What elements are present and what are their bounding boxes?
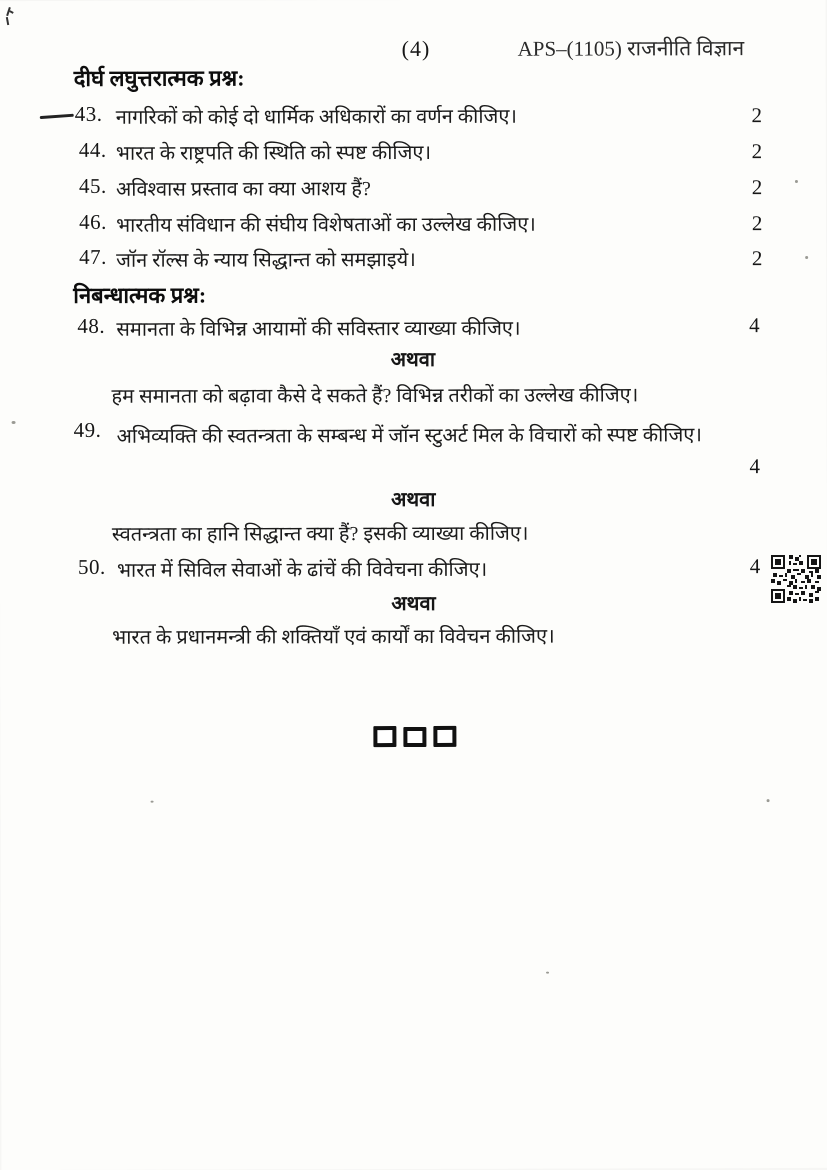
question-number: 49. <box>73 417 102 442</box>
question-text: भारतीय संविधान की संघीय विशेषताओं का उल्लेख कीजिए। <box>116 213 536 237</box>
section-heading-essay: निबन्धात्मक प्रश्न: <box>73 282 207 308</box>
question-number: 45. <box>78 173 107 198</box>
question-marks: 2 <box>751 103 763 128</box>
question-number: 47. <box>79 244 107 269</box>
scan-speck <box>151 801 154 803</box>
scan-speck <box>767 799 770 802</box>
question-text: समानता के विभिन्न आयामों की सविस्तार व्याख्या कीजिए। <box>116 317 521 341</box>
question-text: अभिव्यक्ति की स्वतन्त्रता के सम्बन्ध में जॉन स्टुअर्ट मिल के विचारों को स्पष्ट कीजिए। <box>116 424 702 448</box>
end-square-icon <box>403 727 426 747</box>
question-marks: 2 <box>751 139 763 164</box>
question-text: नागरिकों को कोई दो धार्मिक अधिकारों का वर्णन कीजिए। <box>115 105 518 129</box>
question-marks: 2 <box>751 211 763 236</box>
question-text: अविश्वास प्रस्ताव का क्या आशय हैं? <box>115 178 371 201</box>
or-separator: अथवा <box>391 592 436 616</box>
page-number: (4) <box>401 35 431 62</box>
alternative-question-text: भारत के प्रधानमन्त्री की शक्तियाँ एवं कार्यों का विवेचन कीजिए। <box>112 625 555 649</box>
question-text: भारत के राष्ट्रपति की स्थिति को स्पष्ट कीजिए। <box>115 141 432 165</box>
qr-code <box>769 551 823 607</box>
or-separator: अथवा <box>390 348 436 372</box>
stray-dash-mark <box>40 114 74 119</box>
question-number: 44. <box>78 137 107 162</box>
question-number: 50. <box>77 554 106 579</box>
scan-speck <box>795 180 798 183</box>
end-square-icon <box>433 726 456 747</box>
end-square-icon <box>373 726 396 747</box>
question-marks: 2 <box>751 175 763 200</box>
alternative-question-text: हम समानता को बढ़ावा कैसे दे सकते हैं? विभिन्न तरीकों का उल्लेख कीजिए। <box>111 384 639 408</box>
paper-code-subject: APS–(1105) राजनीति विज्ञान <box>517 36 745 61</box>
question-marks: 4 <box>749 313 760 338</box>
question-number: 43. <box>74 101 103 126</box>
question-marks: 4 <box>749 554 761 579</box>
question-number: 48. <box>77 313 106 338</box>
scan-speck <box>546 972 549 974</box>
scan-speck <box>12 421 16 424</box>
question-marks: 4 <box>749 454 760 479</box>
section-heading-long-short-answer: दीर्घ लघुत्तरात्मक प्रश्न: <box>73 65 245 91</box>
or-separator: अथवा <box>391 488 436 512</box>
question-marks: 2 <box>751 246 763 271</box>
end-of-paper-marks <box>373 726 456 747</box>
scan-speck <box>805 256 808 259</box>
alternative-question-text: स्वतन्त्रता का हानि सिद्धान्त क्या हैं? इसकी व्याख्या कीजिए। <box>111 522 529 546</box>
scan-artifact-mark <box>5 7 13 29</box>
question-number: 46. <box>79 209 107 234</box>
question-text: भारत में सिविल सेवाओं के ढांचें की विवेचना कीजिए। <box>116 558 488 582</box>
question-text: जॉन रॉल्स के न्याय सिद्धान्त को समझाइये। <box>116 248 416 272</box>
